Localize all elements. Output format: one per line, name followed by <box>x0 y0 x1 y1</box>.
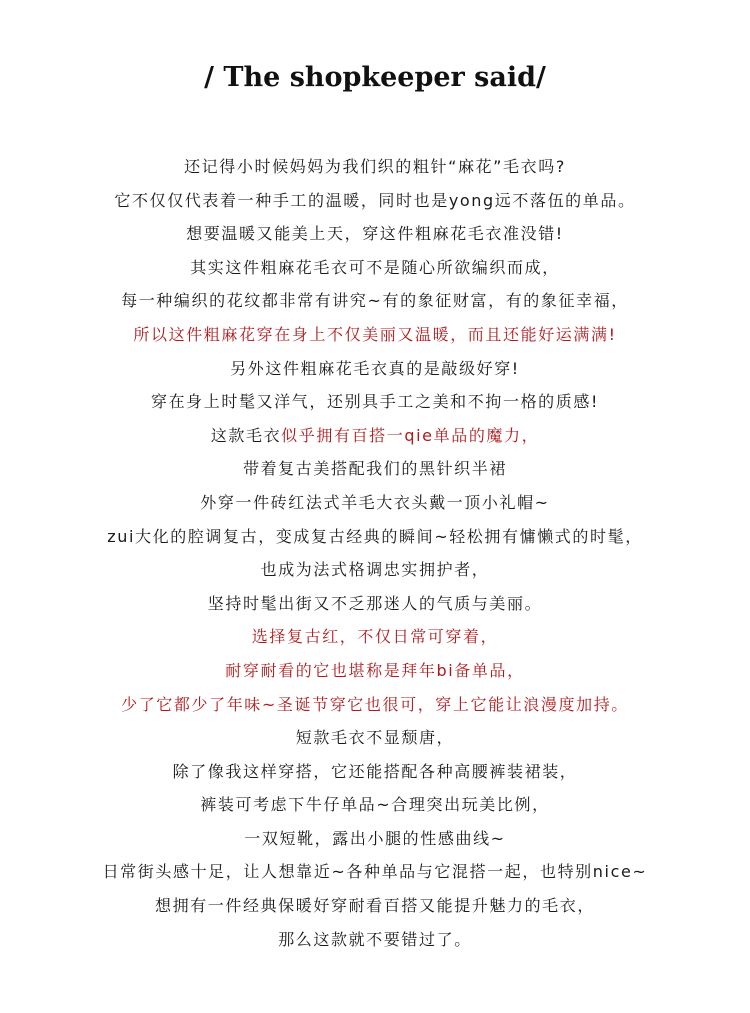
text-line <box>0 587 750 621</box>
text-line <box>0 284 750 318</box>
text-highlight: 少了它都少了年味~圣诞节穿它也很可，穿上它能让浪漫度加持。 <box>121 694 629 714</box>
text-normal: 日常街头感十足，让人想靠近~各种单品与它混搭一起，也特别nice~ <box>102 862 648 882</box>
text-normal: zui大化的腔调复古，变成复古经典的瞬间~轻松拥有慵懒式的时髦， <box>107 526 643 546</box>
text-normal: 想拥有一件经典保暖好穿耐看百搭又能提升魅力的毛衣， <box>154 896 595 916</box>
text-line <box>0 184 750 218</box>
text-normal: 想要温暖又能美上天，穿这件粗麻花毛衣准没错! <box>186 224 564 244</box>
text-normal: 外穿一件砖红法式羊毛大衣头戴一顶小礼帽~ <box>200 492 550 512</box>
text-normal: 这款毛衣 <box>210 425 282 445</box>
text-normal: 裤装可考虑下牛仔单品~合理突出玩美比例， <box>200 795 550 815</box>
text-normal: 其实这件粗麻花毛衣可不是随心所欲编织而成， <box>190 257 560 277</box>
text-line <box>0 352 750 386</box>
text-line <box>0 385 750 419</box>
text-highlight: 似乎拥有百搭一qie单品的魔力， <box>281 425 540 445</box>
text-line <box>0 318 750 352</box>
text-normal: 坚持时髦出街又不乏那迷人的气质与美丽。 <box>207 593 543 613</box>
text-line <box>0 721 750 755</box>
text-normal: 每一种编织的花纹都非常有讲究~有的象征财富，有的象征幸福， <box>121 291 629 311</box>
text-line <box>0 654 750 688</box>
text-line <box>0 553 750 587</box>
text-line <box>0 486 750 520</box>
text-normal: 它不仅仅代表着一种手工的温暖，同时也是yong远不落伍的单品。 <box>114 190 636 210</box>
text-line <box>0 788 750 822</box>
text-normal: 另外这件粗麻花毛衣真的是敲级好穿! <box>230 358 520 378</box>
text-highlight: 所以这件粗麻花穿在身上不仅美丽又温暖，而且还能好运满满! <box>133 324 617 344</box>
text-line <box>0 251 750 285</box>
text-line <box>0 452 750 486</box>
text-line <box>0 923 750 957</box>
text-normal: 穿在身上时髦又洋气，还别具手工之美和不拘一格的质感! <box>150 392 599 412</box>
description-body <box>0 150 750 956</box>
text-normal: 除了像我这样穿搭，它还能搭配各种高腰裤装裙装， <box>172 761 578 781</box>
text-line <box>0 855 750 889</box>
text-line <box>0 822 750 856</box>
text-line <box>0 520 750 554</box>
text-highlight: 耐穿耐看的它也堪称是拜年bi备单品， <box>225 660 525 680</box>
text-normal: 还记得小时候妈妈为我们织的粗针“麻花”毛衣吗? <box>184 157 566 176</box>
text-line <box>0 150 750 184</box>
text-line <box>0 419 750 453</box>
text-normal: 那么这款就不要错过了。 <box>278 929 472 949</box>
text-line <box>0 755 750 789</box>
text-highlight: 选择复古红，不仅日常可穿着， <box>251 627 499 647</box>
text-normal: 带着复古美搭配我们的黑针织半裙 <box>242 459 507 479</box>
text-normal: 也成为法式格调忠实拥护者， <box>260 560 490 580</box>
page-title: / The shopkeeper said/ <box>204 62 546 93</box>
text-normal: 短款毛衣不显颓唐， <box>295 728 455 748</box>
text-line <box>0 217 750 251</box>
text-line <box>0 889 750 923</box>
text-line <box>0 620 750 654</box>
text-normal: 一双短靴，露出小腿的性感曲线~ <box>244 828 506 848</box>
text-line <box>0 688 750 722</box>
